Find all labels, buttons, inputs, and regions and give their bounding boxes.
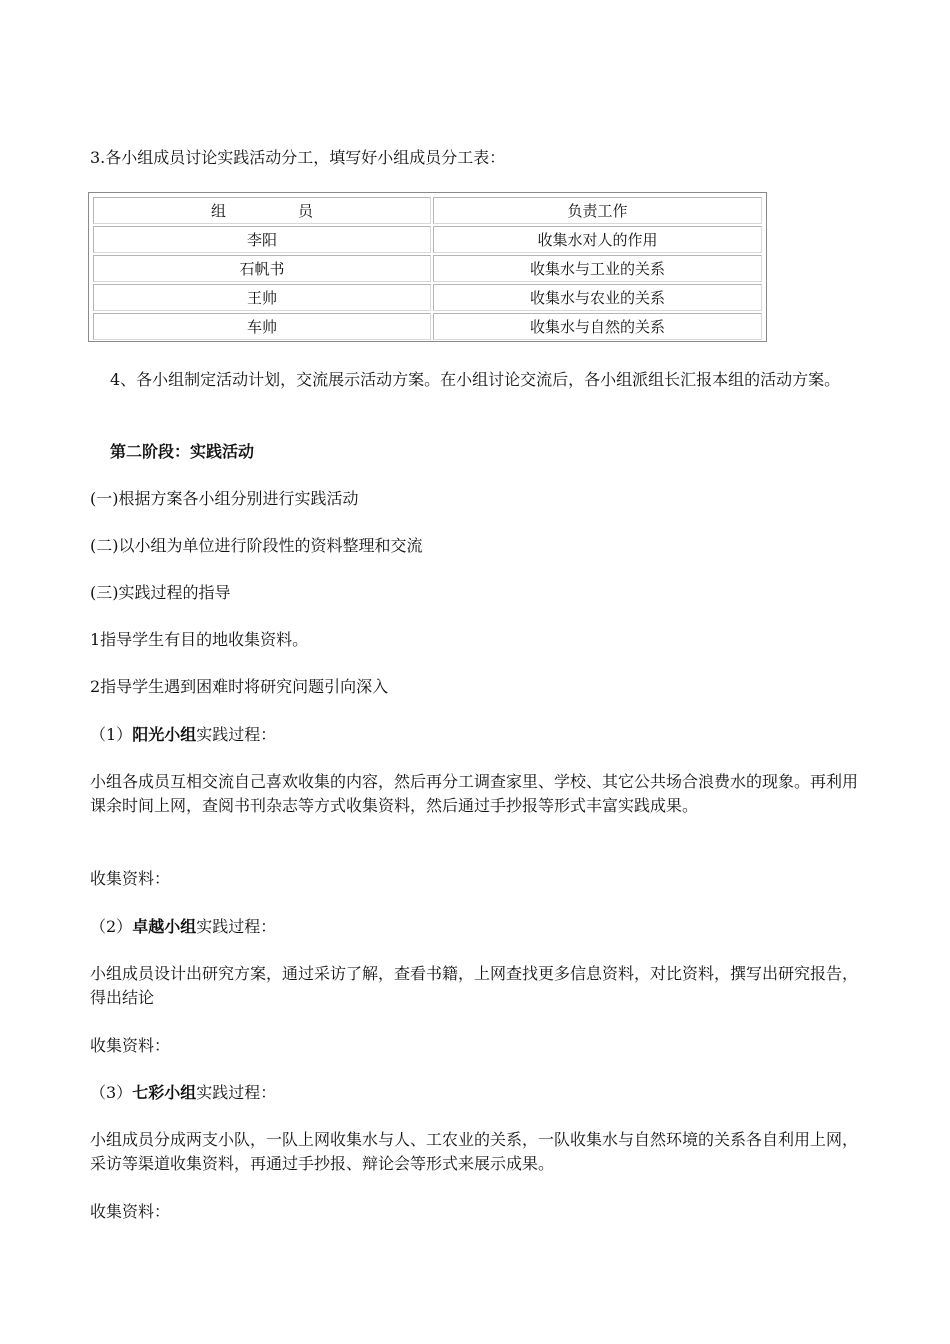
table-row: [93, 226, 762, 253]
member-table-frame: [88, 192, 767, 342]
group3-prefix: （3）: [90, 1083, 133, 1102]
header-member-char2: 员: [298, 202, 314, 220]
member-duty-cell: 收集水与农业的关系: [433, 284, 762, 311]
member-duty-cell: 收集水对人的作用: [433, 226, 762, 253]
table-header-row: [93, 197, 762, 224]
list-item: 1指导学生有目的地收集资料。: [90, 630, 309, 649]
header-member-char1: 组: [210, 202, 226, 220]
group2-heading: [90, 915, 862, 939]
member-name-cell: 车帅: [93, 313, 431, 340]
member-duty-cell: 收集水与工业的关系: [433, 255, 762, 282]
list-item: 2指导学生遇到困难时将研究问题引向深入: [90, 677, 389, 696]
group3-body: 小组成员分成两支小队，一队上网收集水与人、工农业的关系，一队收集水与自然环境的关系各自利用上网，采访等渠道收集资料，再通过手抄报、辩论会等形式来展示成果。: [90, 1130, 859, 1173]
table-row: [93, 255, 762, 282]
member-duty-table: [91, 195, 764, 342]
group2-body: 小组成员设计出研究方案，通过采访了解，查看书籍，上网查找更多信息资料，对比资料，撰写出研究报告，得出结论: [90, 964, 859, 1007]
group3-heading: [90, 1081, 862, 1105]
step3-paragraph: 3.各小组成员讨论实践活动分工，填写好小组成员分工表：: [90, 148, 506, 167]
group1-name: 阳光小组: [132, 725, 197, 744]
stage2-heading: 第二阶段：实践活动: [110, 442, 255, 461]
group2-prefix: （2）: [90, 917, 133, 936]
member-name-cell: 李阳: [93, 226, 431, 253]
step4-paragraph: 4、各小组制定活动计划，交流展示活动方案。在小组讨论交流后，各小组派组长汇报本组的活动方案。: [110, 370, 841, 389]
table-row: [93, 313, 762, 340]
list-item: (一)根据方案各小组分别进行实践活动: [90, 489, 359, 508]
group1-prefix: （1）: [90, 725, 133, 744]
member-name-cell: 石帆书: [93, 255, 431, 282]
header-duty: 负责工作: [433, 197, 762, 224]
group2-name: 卓越小组: [132, 917, 197, 936]
group3-suffix: 实践过程：: [196, 1083, 277, 1102]
group2-suffix: 实践过程：: [196, 917, 277, 936]
group1-suffix: 实践过程：: [196, 725, 277, 744]
list-item: (三)实践过程的指导: [90, 583, 231, 602]
group2-collect-label: 收集资料：: [90, 1036, 171, 1055]
group1-collect-label: 收集资料：: [90, 869, 171, 888]
member-duty-cell: 收集水与自然的关系: [433, 313, 762, 340]
group1-heading: [90, 723, 862, 747]
header-member: [93, 197, 431, 224]
group3-name: 七彩小组: [132, 1083, 197, 1102]
member-name-cell: 王帅: [93, 284, 431, 311]
group3-collect-label: 收集资料：: [90, 1202, 171, 1221]
group1-body: 小组各成员互相交流自己喜欢收集的内容，然后再分工调查家里、学校、其它公共场合浪费水的现象。再利用课余时间上网，查阅书刊杂志等方式收集资料，然后通过手抄报等形式丰富实践成果。: [90, 772, 859, 815]
list-item: (二)以小组为单位进行阶段性的资料整理和交流: [90, 536, 423, 555]
table-row: [93, 284, 762, 311]
